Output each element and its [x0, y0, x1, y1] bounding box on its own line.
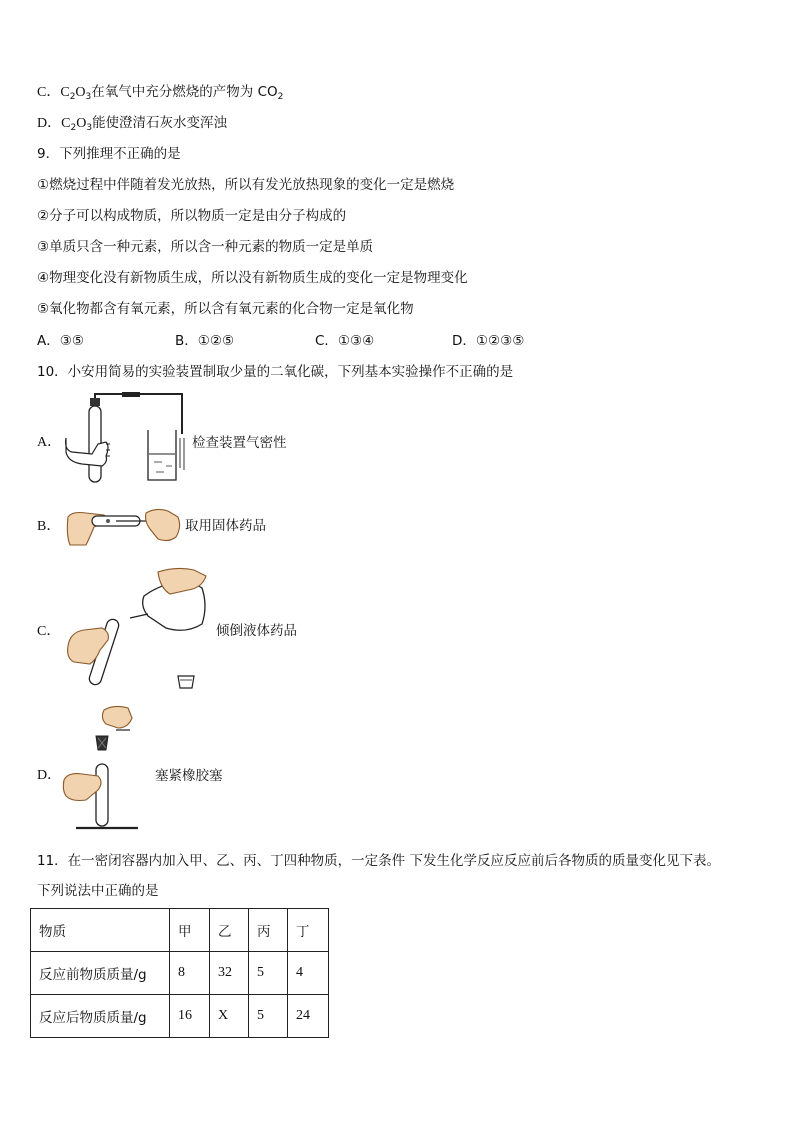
- table-cell: X: [210, 995, 249, 1038]
- q10-option-a-label: A．: [37, 435, 62, 450]
- table-cell: 4: [288, 952, 329, 995]
- table-cell: 16: [170, 995, 210, 1038]
- q9-item-2: ②分子可以构成物质，所以物质一定是由分子构成的: [37, 208, 347, 224]
- table-header-row: [31, 909, 329, 952]
- solid-reagent-figure: [64, 505, 184, 551]
- q9-item-5: ⑤氧化物都含有氧元素，所以含有氧元素的化合物一定是氧化物: [37, 301, 414, 317]
- table-cell: 5: [249, 952, 288, 995]
- q10-option-d-label: D．: [37, 768, 62, 783]
- q8-option-d: D．$C_2O_3$能使澄清石灰水变浑浊: [37, 115, 228, 133]
- q9-option-d: D．①②③⑤: [452, 333, 525, 349]
- table-header-cell: 丙: [249, 909, 288, 952]
- q9-option-b: B．①②⑤: [175, 333, 235, 349]
- q11-stem-continued: 下列说法中正确的是: [37, 883, 159, 899]
- q10-option-c-label: C．: [37, 624, 61, 639]
- table-header-cell: 甲: [170, 909, 210, 952]
- table-row: [31, 952, 329, 995]
- mass-change-table: [30, 908, 329, 1038]
- q8-option-c: C．$C_2O_3$在氧气中充分燃烧的产物为 $CO_2$: [37, 84, 284, 102]
- q10-option-d-caption: 塞紧橡胶塞: [155, 768, 223, 784]
- table-cell: 24: [288, 995, 329, 1038]
- table-row: [31, 995, 329, 1038]
- q9-option-c: C．①③④: [315, 333, 375, 349]
- stopper-figure: [62, 704, 152, 830]
- q10-option-b-label: B．: [37, 519, 61, 534]
- q9-option-a: A．③⑤: [37, 333, 84, 349]
- q9-item-4: ④物理变化没有新物质生成，所以没有新物质生成的变化一定是物理变化: [37, 270, 468, 286]
- table-cell: 8: [170, 952, 210, 995]
- table-header-cell: 物质: [31, 909, 170, 952]
- q10-option-c-caption: 倾倒液体药品: [216, 623, 297, 639]
- q11-stem: 11．在一密闭容器内加入甲、乙、丙、丁四种物质，一定条件 下发生化学反应反应前后各物质的质量变化见下表。: [37, 853, 720, 869]
- table-cell: 32: [210, 952, 249, 995]
- q9-stem: 9．下列推理不正确的是: [37, 146, 181, 162]
- table-cell: 反应前物质质量/g: [31, 952, 170, 995]
- table-cell: 反应后物质质量/g: [31, 995, 170, 1038]
- pour-liquid-figure: [66, 566, 216, 690]
- airtightness-check-figure: [62, 392, 192, 488]
- table-cell: 5: [249, 995, 288, 1038]
- q10-option-a-caption: 检查装置气密性: [192, 435, 287, 451]
- table-header-cell: 乙: [210, 909, 249, 952]
- q9-item-3: ③单质只含一种元素，所以含一种元素的物质一定是单质: [37, 239, 374, 255]
- q10-stem: 10．小安用简易的实验装置制取少量的二氧化碳，下列基本实验操作不正确的是: [37, 364, 514, 380]
- q9-item-1: ①燃烧过程中伴随着发光放热，所以有发光放热现象的变化一定是燃烧: [37, 177, 455, 193]
- table-header-cell: 丁: [288, 909, 329, 952]
- q10-option-b-caption: 取用固体药品: [185, 518, 266, 534]
